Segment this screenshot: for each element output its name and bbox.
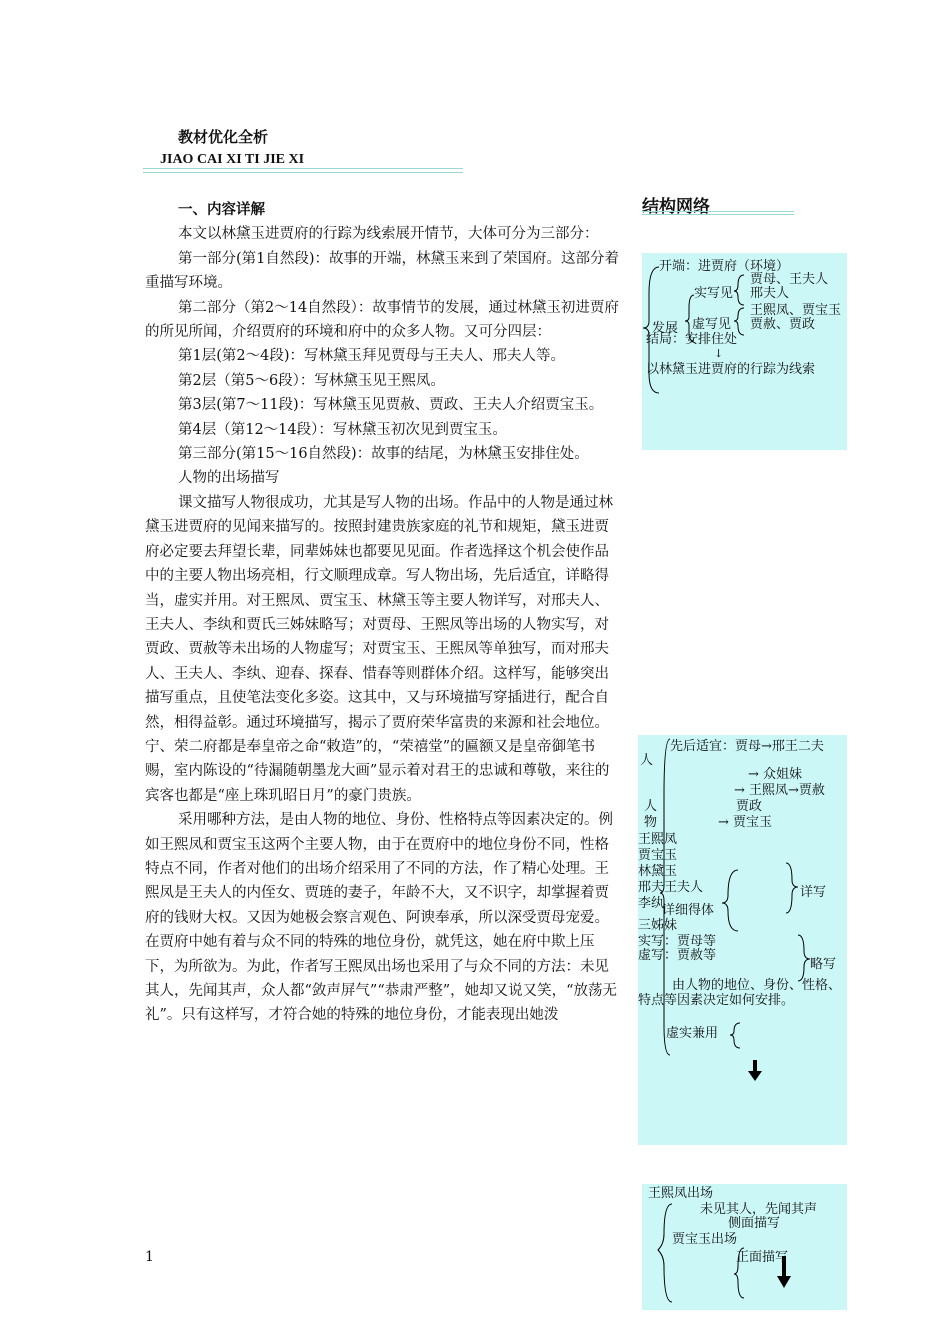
node-detailed: 详写 [800, 885, 827, 900]
node-c4: 邢夫王夫人 [638, 880, 704, 895]
node-combined: 虚实兼用 [666, 1026, 719, 1041]
node-order-cont: 人 [640, 753, 654, 768]
node-ren: 人 [644, 799, 658, 814]
paragraph: 第3层(第7～11段)：写林黛玉见贾赦、贾政、王夫人介绍贾宝玉。 [178, 397, 604, 414]
node-c3: 林黛玉 [638, 864, 678, 879]
node-decide-1: 由人物的地位、身份、性格、 [672, 978, 842, 993]
paragraph: 第一部分(第1自然段)：故事的开端，林黛玉来到了荣国府。这部分着重描写环境。 [145, 250, 620, 292]
node-ending: 结局：安排住处 [646, 332, 738, 347]
down-arrow-icon: ↓ [714, 347, 724, 360]
down-arrow-icon [777, 1276, 791, 1288]
down-arrow-icon [748, 1071, 762, 1081]
paragraph: 第2层（第5～6段）：写林黛玉见王熙凤。 [178, 372, 445, 389]
sidebar-title-underline [642, 211, 794, 212]
structure-diagram [642, 253, 847, 450]
node-side-desc: 侧面描写 [728, 1216, 781, 1231]
node-decide-2: 特点等因素决定如何安排。 [638, 993, 795, 1008]
node-clue: 以林黛玉进贾府的行踪为线索 [646, 362, 816, 377]
paragraph: 第三部分(第15～16自然段)：故事的结尾，为林黛玉安排住处。 [178, 446, 589, 463]
node-baoyu-appear: 贾宝玉出场 [672, 1232, 738, 1247]
node-xifeng: 王熙凤出场 [648, 1186, 714, 1201]
node-xing: 邢夫人 [750, 286, 790, 301]
title-underline [143, 168, 463, 169]
paragraph: 课文描写人物很成功，尤其是写人物的出场。作品中的人物是通过林黛玉进贾府的见闻来描写的。按照封建贵族家庭的礼节和规矩，黛玉进贾府必定要去拜望长辈，同辈姊妹也都要见见面。作者选择这个机会使作品中的主要人物出场亮相，行文顺理成章。写人物出场，先后适宜，详略得当，虚实并用。对王熙凤、贾宝玉、林黛玉等主要人物详写，对邢夫人、王夫人、李纨和贾氏三姊妹略写；对贾母、王熙凤等出场的人物实写，对贾政、贾赦等未出场的人物虚写；对贾宝玉、王熙凤等单独写，而对邢夫人、王夫人、李纨、迎春、探春、惜春等则群体介绍。这样写，能够突出描写重点，且使笔法变化多姿。这其中，又与环境描写穿插进行，配合自然，相得益彰。通过环境描写，揭示了贾府荣华富贵的来源和社会地位。宁、荣二府都是奉皇帝之命“敕造”的，“荣禧堂”的匾额又是皇帝御笔书赐，室内陈设的“待漏随朝墨龙大画”显示着对君王的忠诚和尊敬，来往的宾客也都是“座上珠玑昭日月”的豪门贵族。 [145, 494, 613, 804]
paragraph: 第4层（第12～14段）：写林黛玉初次见到贾宝玉。 [178, 421, 507, 438]
section-title: 教材优化全析 [178, 128, 269, 146]
node-real: 实写：贾母等 [638, 934, 717, 949]
node-c1: 王熙凤 [638, 832, 678, 847]
node-virtual-write: 虚写见 [692, 317, 732, 332]
node-front-desc: 正面描写 [736, 1250, 789, 1265]
node-voice-first: 未见其人，先闻其声 [700, 1202, 818, 1217]
node-brief: 略写 [810, 957, 837, 972]
characters-diagram [638, 735, 847, 1145]
node-xifeng-jiashe: → 王熙凤→贾赦 [734, 783, 825, 798]
content-heading: 一、内容详解 [178, 202, 265, 218]
main-text [145, 198, 623, 1028]
sidebar-title: 结构网络 [642, 197, 710, 217]
node-beginning: 开端：进贾府（环境） [659, 259, 790, 274]
node-detailed-proper: 详细得体 [662, 903, 715, 918]
node-order: 先后适宜：贾母→邢王二夫 [670, 739, 824, 754]
paragraph: 第二部分（第2～14自然段）：故事情节的发展，通过林黛玉初进贾府的所见所闻，介绍贾府的环境和府中的众多人物。又可分四层： [145, 299, 619, 341]
node-real-write: 实写见 [694, 286, 734, 301]
node-jiamu: 贾母、王夫人 [750, 272, 829, 287]
paragraph: 本文以林黛玉进贾府的行踪为线索展开情节，大体可分为三部分： [178, 226, 599, 243]
appearance-diagram [642, 1184, 847, 1310]
node-jiashe: 贾赦、贾政 [750, 317, 816, 332]
title-underline-2 [143, 172, 463, 173]
node-wu: 物 [644, 815, 658, 830]
node-baoyu: → 贾宝玉 [718, 815, 773, 830]
subheading: 人物的出场描写 [178, 470, 280, 487]
node-c2: 贾宝玉 [638, 848, 678, 863]
paragraph: 采用哪种方法，是由人物的地位、身份、性格特点等因素决定的。例如王熙凤和贾宝玉这两个主要人物，由于在贾府中的地位身份不同，性格特点不同，作者对他们的出场介绍采用了不同的方法，作了精心处理。王熙凤是王夫人的内侄女、贾琏的妻子，年龄不大，又不识字，却掌握着贾府的钱财大权。又因为她极会察言观色、阿谀奉承，所以深受贾母宠爱。在贾府中她有着与众不同的特殊的地位身份，就凭这，她在府中欺上压下，为所欲为。为此，作者写王熙凤出场也采用了与众不同的方法：未见其人，先闻其声，众人都“敛声屏气”“恭肃严整”，她却又说又笑，“放荡无礼”。只有这样写，才符合她的特殊的地位身份，才能表现出她泼 [145, 812, 618, 1024]
node-wang: 王熙凤、贾宝玉 [750, 303, 842, 318]
node-virtual: 虚写：贾赦等 [638, 948, 717, 963]
sidebar-title-underline-2 [642, 214, 794, 215]
section-subtitle: JIAO CAI XI TI JIE XI [160, 152, 305, 167]
node-jiazheng: 贾政 [736, 799, 763, 814]
node-sisters: → 众姐妹 [748, 767, 803, 782]
node-c5: 李纨 [638, 896, 665, 911]
node-c6: 三姊妹 [638, 918, 678, 933]
paragraph: 第1层(第2～4段)：写林黛玉拜见贾母与王夫人、邢夫人等。 [178, 348, 565, 365]
page-number: 1 [145, 1249, 154, 1265]
node-development: 发展 [652, 321, 679, 336]
